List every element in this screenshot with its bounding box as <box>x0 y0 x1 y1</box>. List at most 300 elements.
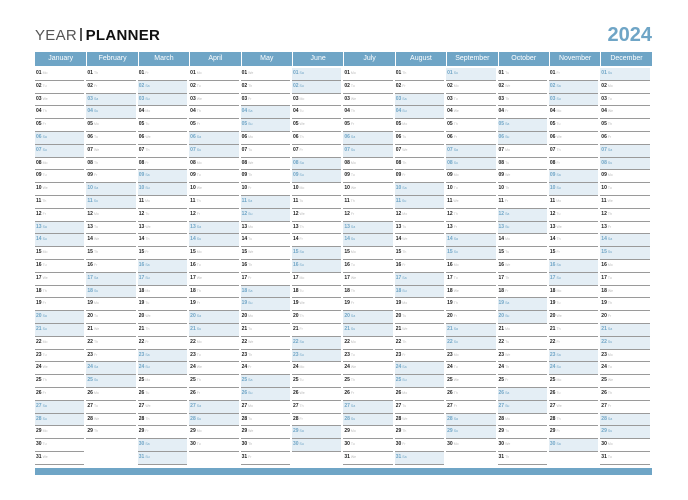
day-cell[interactable] <box>241 196 290 209</box>
day-cell[interactable] <box>189 196 238 209</box>
day-cell[interactable] <box>189 350 238 363</box>
day-cell[interactable] <box>343 119 392 132</box>
day-cell[interactable] <box>498 401 547 414</box>
day-cell[interactable] <box>189 119 238 132</box>
day-cell[interactable] <box>86 119 135 132</box>
day-cell[interactable] <box>189 311 238 324</box>
day-cell[interactable] <box>549 426 598 439</box>
day-cell[interactable] <box>86 132 135 145</box>
day-cell[interactable] <box>241 426 290 439</box>
day-cell[interactable] <box>600 94 649 107</box>
day-cell[interactable] <box>292 222 341 235</box>
day-cell[interactable] <box>498 222 547 235</box>
day-cell[interactable] <box>189 439 238 452</box>
day-cell[interactable] <box>189 298 238 311</box>
day-cell[interactable] <box>292 286 341 299</box>
day-cell[interactable] <box>498 132 547 145</box>
day-cell[interactable] <box>35 273 84 286</box>
day-cell[interactable] <box>86 106 135 119</box>
day-cell[interactable] <box>189 183 238 196</box>
day-cell[interactable] <box>35 414 84 427</box>
day-cell[interactable] <box>498 388 547 401</box>
day-cell[interactable] <box>600 388 649 401</box>
day-cell[interactable] <box>292 273 341 286</box>
day-cell[interactable] <box>446 286 495 299</box>
day-cell[interactable] <box>600 234 649 247</box>
day-cell[interactable] <box>549 375 598 388</box>
day-cell[interactable] <box>189 158 238 171</box>
day-cell[interactable] <box>395 362 444 375</box>
day-cell[interactable] <box>549 362 598 375</box>
day-cell[interactable] <box>395 298 444 311</box>
day-cell[interactable] <box>138 286 187 299</box>
day-cell[interactable] <box>35 439 84 452</box>
day-cell[interactable] <box>395 234 444 247</box>
day-cell[interactable] <box>343 337 392 350</box>
day-cell[interactable] <box>549 170 598 183</box>
day-cell[interactable] <box>343 170 392 183</box>
day-cell[interactable] <box>446 209 495 222</box>
day-cell[interactable] <box>241 234 290 247</box>
day-cell[interactable] <box>292 388 341 401</box>
day-cell[interactable] <box>292 247 341 260</box>
day-cell[interactable] <box>549 222 598 235</box>
day-cell[interactable] <box>86 311 135 324</box>
day-cell[interactable] <box>600 401 649 414</box>
day-cell[interactable] <box>138 247 187 260</box>
day-cell[interactable] <box>395 311 444 324</box>
day-cell[interactable] <box>498 362 547 375</box>
day-cell[interactable] <box>189 132 238 145</box>
day-cell[interactable] <box>35 81 84 94</box>
day-cell[interactable] <box>138 106 187 119</box>
day-cell[interactable] <box>138 119 187 132</box>
day-cell[interactable] <box>292 119 341 132</box>
day-cell[interactable] <box>138 81 187 94</box>
day-cell[interactable] <box>241 222 290 235</box>
day-cell[interactable] <box>446 234 495 247</box>
day-cell[interactable] <box>446 324 495 337</box>
day-cell[interactable] <box>138 94 187 107</box>
day-cell[interactable] <box>600 209 649 222</box>
day-cell[interactable] <box>35 375 84 388</box>
day-cell[interactable] <box>35 401 84 414</box>
day-cell[interactable] <box>86 260 135 273</box>
day-cell[interactable] <box>395 260 444 273</box>
day-cell[interactable] <box>498 311 547 324</box>
day-cell[interactable] <box>343 452 392 465</box>
day-cell[interactable] <box>498 94 547 107</box>
day-cell[interactable] <box>343 183 392 196</box>
day-cell[interactable] <box>549 439 598 452</box>
day-cell[interactable] <box>549 81 598 94</box>
day-cell[interactable] <box>549 273 598 286</box>
day-cell[interactable] <box>189 324 238 337</box>
day-cell[interactable] <box>343 439 392 452</box>
day-cell[interactable] <box>498 426 547 439</box>
day-cell[interactable] <box>189 362 238 375</box>
day-cell[interactable] <box>241 337 290 350</box>
day-cell[interactable] <box>86 145 135 158</box>
day-cell[interactable] <box>138 375 187 388</box>
day-cell[interactable] <box>395 94 444 107</box>
day-cell[interactable] <box>600 119 649 132</box>
day-cell[interactable] <box>35 94 84 107</box>
day-cell[interactable] <box>395 247 444 260</box>
day-cell[interactable] <box>189 234 238 247</box>
day-cell[interactable] <box>189 401 238 414</box>
day-cell[interactable] <box>446 247 495 260</box>
day-cell[interactable] <box>241 350 290 363</box>
day-cell[interactable] <box>498 298 547 311</box>
day-cell[interactable] <box>600 106 649 119</box>
day-cell[interactable] <box>446 260 495 273</box>
day-cell[interactable] <box>600 158 649 171</box>
day-cell[interactable] <box>395 222 444 235</box>
day-cell[interactable] <box>86 350 135 363</box>
day-cell[interactable] <box>498 324 547 337</box>
day-cell[interactable] <box>138 401 187 414</box>
day-cell[interactable] <box>498 439 547 452</box>
day-cell[interactable] <box>395 81 444 94</box>
day-cell[interactable] <box>86 222 135 235</box>
day-cell[interactable] <box>395 375 444 388</box>
day-cell[interactable] <box>549 106 598 119</box>
day-cell[interactable] <box>549 311 598 324</box>
day-cell[interactable] <box>395 337 444 350</box>
day-cell[interactable] <box>86 375 135 388</box>
day-cell[interactable] <box>35 183 84 196</box>
day-cell[interactable] <box>292 337 341 350</box>
day-cell[interactable] <box>600 81 649 94</box>
day-cell[interactable] <box>498 81 547 94</box>
day-cell[interactable] <box>395 350 444 363</box>
day-cell[interactable] <box>498 119 547 132</box>
day-cell[interactable] <box>395 388 444 401</box>
day-cell[interactable] <box>241 324 290 337</box>
day-cell[interactable] <box>600 452 649 465</box>
day-cell[interactable] <box>343 158 392 171</box>
day-cell[interactable] <box>189 286 238 299</box>
day-cell[interactable] <box>498 286 547 299</box>
day-cell[interactable] <box>549 388 598 401</box>
day-cell[interactable] <box>292 234 341 247</box>
day-cell[interactable] <box>241 311 290 324</box>
day-cell[interactable] <box>138 183 187 196</box>
day-cell[interactable] <box>292 362 341 375</box>
day-cell[interactable] <box>498 158 547 171</box>
day-cell[interactable] <box>138 388 187 401</box>
day-cell[interactable] <box>292 170 341 183</box>
day-cell[interactable] <box>292 350 341 363</box>
day-cell[interactable] <box>395 183 444 196</box>
day-cell[interactable] <box>549 337 598 350</box>
day-cell[interactable] <box>138 350 187 363</box>
day-cell[interactable] <box>292 426 341 439</box>
day-cell[interactable] <box>498 452 547 465</box>
day-cell[interactable] <box>292 260 341 273</box>
day-cell[interactable] <box>343 81 392 94</box>
day-cell[interactable] <box>292 414 341 427</box>
day-cell[interactable] <box>241 452 290 465</box>
day-cell[interactable] <box>86 337 135 350</box>
day-cell[interactable] <box>35 196 84 209</box>
day-cell[interactable] <box>446 196 495 209</box>
day-cell[interactable] <box>343 388 392 401</box>
day-cell[interactable] <box>600 68 649 81</box>
day-cell[interactable] <box>138 234 187 247</box>
day-cell[interactable] <box>35 337 84 350</box>
day-cell[interactable] <box>292 81 341 94</box>
day-cell[interactable] <box>600 375 649 388</box>
day-cell[interactable] <box>343 132 392 145</box>
day-cell[interactable] <box>600 247 649 260</box>
day-cell[interactable] <box>549 414 598 427</box>
day-cell[interactable] <box>86 426 135 439</box>
day-cell[interactable] <box>138 209 187 222</box>
day-cell[interactable] <box>600 362 649 375</box>
day-cell[interactable] <box>35 426 84 439</box>
day-cell[interactable] <box>549 298 598 311</box>
day-cell[interactable] <box>446 132 495 145</box>
day-cell[interactable] <box>241 170 290 183</box>
day-cell[interactable] <box>292 145 341 158</box>
day-cell[interactable] <box>35 68 84 81</box>
day-cell[interactable] <box>343 273 392 286</box>
day-cell[interactable] <box>189 273 238 286</box>
day-cell[interactable] <box>446 94 495 107</box>
day-cell[interactable] <box>343 196 392 209</box>
day-cell[interactable] <box>446 426 495 439</box>
day-cell[interactable] <box>498 234 547 247</box>
day-cell[interactable] <box>189 94 238 107</box>
day-cell[interactable] <box>343 260 392 273</box>
day-cell[interactable] <box>35 324 84 337</box>
day-cell[interactable] <box>138 222 187 235</box>
day-cell[interactable] <box>549 247 598 260</box>
day-cell[interactable] <box>138 273 187 286</box>
day-cell[interactable] <box>189 247 238 260</box>
day-cell[interactable] <box>35 298 84 311</box>
day-cell[interactable] <box>498 68 547 81</box>
day-cell[interactable] <box>498 183 547 196</box>
day-cell[interactable] <box>498 106 547 119</box>
day-cell[interactable] <box>343 375 392 388</box>
day-cell[interactable] <box>343 209 392 222</box>
day-cell[interactable] <box>35 350 84 363</box>
day-cell[interactable] <box>138 68 187 81</box>
day-cell[interactable] <box>600 222 649 235</box>
day-cell[interactable] <box>241 119 290 132</box>
day-cell[interactable] <box>86 362 135 375</box>
day-cell[interactable] <box>292 298 341 311</box>
day-cell[interactable] <box>138 260 187 273</box>
day-cell[interactable] <box>446 337 495 350</box>
day-cell[interactable] <box>498 337 547 350</box>
day-cell[interactable] <box>86 414 135 427</box>
day-cell[interactable] <box>498 375 547 388</box>
day-cell[interactable] <box>395 158 444 171</box>
day-cell[interactable] <box>241 158 290 171</box>
day-cell[interactable] <box>292 183 341 196</box>
day-cell[interactable] <box>189 170 238 183</box>
day-cell[interactable] <box>446 106 495 119</box>
day-cell[interactable] <box>35 132 84 145</box>
day-cell[interactable] <box>395 170 444 183</box>
day-cell[interactable] <box>600 350 649 363</box>
day-cell[interactable] <box>343 68 392 81</box>
day-cell[interactable] <box>241 106 290 119</box>
day-cell[interactable] <box>35 119 84 132</box>
day-cell[interactable] <box>549 196 598 209</box>
day-cell[interactable] <box>600 311 649 324</box>
day-cell[interactable] <box>446 81 495 94</box>
day-cell[interactable] <box>86 170 135 183</box>
day-cell[interactable] <box>241 401 290 414</box>
day-cell[interactable] <box>395 426 444 439</box>
day-cell[interactable] <box>549 401 598 414</box>
day-cell[interactable] <box>395 439 444 452</box>
day-cell[interactable] <box>292 209 341 222</box>
day-cell[interactable] <box>343 94 392 107</box>
day-cell[interactable] <box>241 298 290 311</box>
day-cell[interactable] <box>138 426 187 439</box>
day-cell[interactable] <box>35 145 84 158</box>
day-cell[interactable] <box>343 311 392 324</box>
day-cell[interactable] <box>343 414 392 427</box>
day-cell[interactable] <box>600 273 649 286</box>
day-cell[interactable] <box>86 196 135 209</box>
day-cell[interactable] <box>600 183 649 196</box>
day-cell[interactable] <box>35 286 84 299</box>
day-cell[interactable] <box>498 145 547 158</box>
day-cell[interactable] <box>343 401 392 414</box>
day-cell[interactable] <box>395 196 444 209</box>
day-cell[interactable] <box>343 324 392 337</box>
day-cell[interactable] <box>189 81 238 94</box>
day-cell[interactable] <box>446 222 495 235</box>
day-cell[interactable] <box>86 68 135 81</box>
day-cell[interactable] <box>292 68 341 81</box>
day-cell[interactable] <box>138 132 187 145</box>
day-cell[interactable] <box>600 145 649 158</box>
day-cell[interactable] <box>549 119 598 132</box>
day-cell[interactable] <box>549 260 598 273</box>
day-cell[interactable] <box>600 286 649 299</box>
day-cell[interactable] <box>600 298 649 311</box>
day-cell[interactable] <box>446 298 495 311</box>
day-cell[interactable] <box>343 350 392 363</box>
day-cell[interactable] <box>292 196 341 209</box>
day-cell[interactable] <box>498 273 547 286</box>
day-cell[interactable] <box>86 183 135 196</box>
day-cell[interactable] <box>446 145 495 158</box>
day-cell[interactable] <box>86 273 135 286</box>
day-cell[interactable] <box>343 222 392 235</box>
day-cell[interactable] <box>189 209 238 222</box>
day-cell[interactable] <box>343 145 392 158</box>
day-cell[interactable] <box>446 375 495 388</box>
day-cell[interactable] <box>241 414 290 427</box>
day-cell[interactable] <box>241 183 290 196</box>
day-cell[interactable] <box>292 132 341 145</box>
day-cell[interactable] <box>292 158 341 171</box>
day-cell[interactable] <box>395 401 444 414</box>
day-cell[interactable] <box>189 68 238 81</box>
day-cell[interactable] <box>189 426 238 439</box>
day-cell[interactable] <box>86 209 135 222</box>
day-cell[interactable] <box>138 170 187 183</box>
day-cell[interactable] <box>549 286 598 299</box>
day-cell[interactable] <box>292 311 341 324</box>
day-cell[interactable] <box>86 401 135 414</box>
day-cell[interactable] <box>35 158 84 171</box>
day-cell[interactable] <box>600 170 649 183</box>
day-cell[interactable] <box>138 337 187 350</box>
day-cell[interactable] <box>189 106 238 119</box>
day-cell[interactable] <box>189 414 238 427</box>
day-cell[interactable] <box>189 337 238 350</box>
day-cell[interactable] <box>498 170 547 183</box>
day-cell[interactable] <box>86 324 135 337</box>
day-cell[interactable] <box>395 414 444 427</box>
day-cell[interactable] <box>498 196 547 209</box>
day-cell[interactable] <box>446 183 495 196</box>
day-cell[interactable] <box>395 286 444 299</box>
day-cell[interactable] <box>343 106 392 119</box>
day-cell[interactable] <box>446 388 495 401</box>
day-cell[interactable] <box>138 439 187 452</box>
day-cell[interactable] <box>446 362 495 375</box>
day-cell[interactable] <box>498 414 547 427</box>
day-cell[interactable] <box>35 311 84 324</box>
day-cell[interactable] <box>138 145 187 158</box>
day-cell[interactable] <box>35 452 84 465</box>
day-cell[interactable] <box>241 362 290 375</box>
day-cell[interactable] <box>498 350 547 363</box>
day-cell[interactable] <box>241 273 290 286</box>
day-cell[interactable] <box>446 119 495 132</box>
day-cell[interactable] <box>86 81 135 94</box>
day-cell[interactable] <box>343 234 392 247</box>
day-cell[interactable] <box>241 145 290 158</box>
day-cell[interactable] <box>395 68 444 81</box>
day-cell[interactable] <box>395 145 444 158</box>
day-cell[interactable] <box>189 145 238 158</box>
day-cell[interactable] <box>86 247 135 260</box>
day-cell[interactable] <box>498 260 547 273</box>
day-cell[interactable] <box>189 222 238 235</box>
day-cell[interactable] <box>189 260 238 273</box>
day-cell[interactable] <box>600 196 649 209</box>
day-cell[interactable] <box>86 158 135 171</box>
day-cell[interactable] <box>549 234 598 247</box>
day-cell[interactable] <box>241 209 290 222</box>
day-cell[interactable] <box>549 209 598 222</box>
day-cell[interactable] <box>138 414 187 427</box>
day-cell[interactable] <box>446 68 495 81</box>
day-cell[interactable] <box>292 375 341 388</box>
day-cell[interactable] <box>35 362 84 375</box>
day-cell[interactable] <box>549 158 598 171</box>
day-cell[interactable] <box>395 324 444 337</box>
day-cell[interactable] <box>138 196 187 209</box>
day-cell[interactable] <box>86 286 135 299</box>
day-cell[interactable] <box>446 439 495 452</box>
day-cell[interactable] <box>343 298 392 311</box>
day-cell[interactable] <box>292 439 341 452</box>
day-cell[interactable] <box>446 414 495 427</box>
